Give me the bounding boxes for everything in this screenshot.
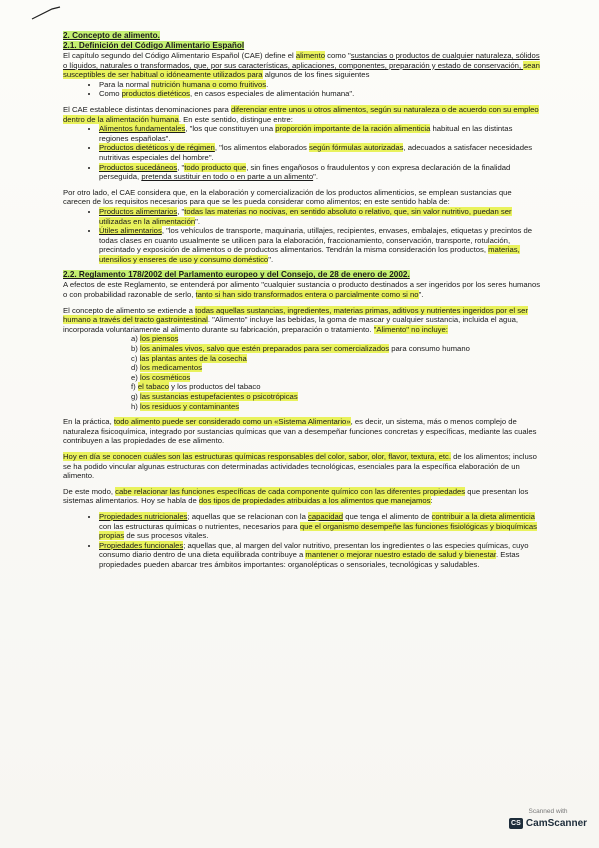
paragraph-cae-non-food: Por otro lado, el CAE considera que, en la elaboración y comercialización de los productos alimenticios, se emplean sustancias que carecen de los requisitos necesarios para que se les pueda considerar como alimentos; en este sentido habla de: (63, 187, 512, 207)
list-item: a) los piensos (131, 334, 179, 344)
properties-list (63, 512, 541, 570)
paragraph-regulation-definition: A efectos de este Reglamento, se entenderá por alimento "cualquier sustancia o producto destinados a ser ingeridos por los seres humanos o con probabilidad razonable de serlo, tanto si han sido transformados entera o parcialmente como si no". (63, 280, 541, 300)
list-item: • Propiedades nutricionales; aquellas que se relacionan con la capacidad que tenga el alimento de contribuir a la dieta alimenticia con las estructuras químicas o nutrientes, necesarios para que el organismo desempeñe las funciones fisiológicas y bioquímicas propias de sus procesos vitales. (99, 512, 541, 541)
list-item: e) los cosméticos (131, 372, 191, 382)
list-item: h) los residuos y contaminantes (131, 401, 240, 411)
denominations-list (63, 124, 541, 182)
list-item: g) las sustancias estupefacientes o psicotrópicas (131, 392, 298, 401)
list-item: f) el tabaco y los productos del tabaco (131, 382, 261, 392)
list-item: • Productos dietéticos y de régimen, "los alimentos elaborados según fórmulas autorizadas, adecuados a satisfacer necesidades nutritivas especiales del hombre". (99, 143, 541, 162)
purposes-list (63, 80, 541, 99)
paragraph-food-system: En la práctica, todo alimento puede ser considerado como un «Sistema Alimentario», es decir, un sistema, más o menos complejo de naturaleza fisicoquímica, integrado por sustancias químicas que van a desempeñar funciones concretas y específicas, mediante las cuales contribuyen a las propiedades de ese alimento. (63, 417, 537, 446)
list-item: • Alimentos fundamentales, "los que constituyen una proporción importante de la ración alimenticia habitual en las distintas regiones españolas". (99, 124, 541, 143)
list-item: c) las plantas antes de la cosecha (131, 353, 247, 363)
section-heading: 2. Concepto de alimento. (63, 31, 160, 40)
camscanner-brand (503, 818, 593, 829)
camscanner-brand-name: CamScanner (525, 818, 588, 829)
list-item: • Útiles alimentarios, "los vehículos de transporte, maquinaria, utillajes, recipientes, envases, embalajes, etiquetas y precintos de todas clases en cuanto usualmente se utilicen para la elaboración, fraccionamiento, conservación, transporte, rotulación, precintado y exposición de alimentos o de productos alimentarios. Tendrán la misma consideración los productos, materias, utensilios y enseres de uso y consumo doméstico". (99, 226, 541, 264)
subsection-heading-regulation: 2.2. Reglamento 178/2002 del Parlamento europeo y del Consejo, de 28 de enero de 2002. (63, 270, 410, 280)
list-item: • Como productos dietéticos, en casos especiales de alimentación humana". (99, 89, 541, 99)
non-food-list (63, 207, 541, 265)
paragraph-chemical-structures: Hoy en día se conocen cuáles son las estructuras químicas responsables del color, sabor, olor, flavor, textura, etc. de los alimentos; incluso se ha podido vincular algunas estructuras con determinadas actividades tecnológicas, esenciales para la específica elaboración de un alimento. (63, 451, 537, 481)
paragraph-properties-intro: De este modo, cabe relacionar las funciones específicas de cada componente químico con las diferentes propiedades que presentan los sistemas alimentarios. Hoy se habla de dos tipos de propiedades atribuidas a los alimentos que manejamos: (63, 486, 529, 506)
list-item: • Propiedades funcionales; aquellas que, al margen del valor nutritivo, presentan los ingredientes o las especies químicas, cuyo consumo diario dentro de una dieta equilibrada contribuye a mantener o mejorar nuestro estado de salud y bienestar. Estas propiedades pueden abarcar tres ámbitos importantes: organolépticas o sensoriales, tecnológicas y saludables. (99, 541, 541, 570)
subsection-heading-cae: 2.1. Definición del Código Alimentario Español (63, 41, 245, 50)
camscanner-watermark (503, 808, 593, 840)
camscanner-logo-icon: CS (509, 818, 523, 829)
scanned-with-label: Scanned with (528, 808, 568, 815)
list-item: • Productos sucedáneos, "todo producto que, sin fines engañosos o fraudulentos y con expresa declaración de la finalidad perseguida, pretenda sustituir en todo o en parte a un alimento". (99, 163, 541, 182)
exclusions-list (63, 334, 541, 411)
document-body (63, 31, 541, 570)
list-item: b) los animales vivos, salvo que estén preparados para ser comercializados para consumo humano (131, 344, 470, 354)
paragraph-cae-denominations: El CAE establece distintas denominaciones para diferenciar entre unos u otros alimentos, según su naturaleza o de acuerdo con su empleo dentro de la alimentación humana. En este sentido, distingue entre: (63, 104, 539, 124)
list-item: • Productos alimentarios, "todas las materias no nocivas, en sentido absoluto o relativo, que, sin valor nutritivo, puedan ser utilizadas en la alimentación". (99, 207, 541, 226)
pen-stroke-icon (30, 6, 62, 22)
list-item: • Para la normal nutrición humana o como fruitivos. (99, 80, 541, 90)
list-item: d) los medicamentos (131, 363, 202, 373)
paragraph-cae-definition: El capítulo segundo del Código Alimentario Español (CAE) define el alimento como "sustancias o productos de cualquier naturaleza, sólidos o líquidos, naturales o transformados, que, por sus características, aplicaciones, componentes, preparación y estado de conservación, sean susceptibles de ser habitual o idóneamente utilizados para algunos de los fines siguientes (63, 51, 540, 80)
paragraph-food-scope: El concepto de alimento se extiende a todas aquellas sustancias, ingredientes, materias primas, aditivos y nutrientes ingeridos por el ser humano a través del tracto gastrointestinal. "Alimento" incluye las bebidas, la goma de mascar y cualquier sustancia, incluida el agua, incorporada voluntariamente al alimento durante su fabricación, preparación o tratamiento. "Alimento" no incluye: (63, 305, 528, 334)
